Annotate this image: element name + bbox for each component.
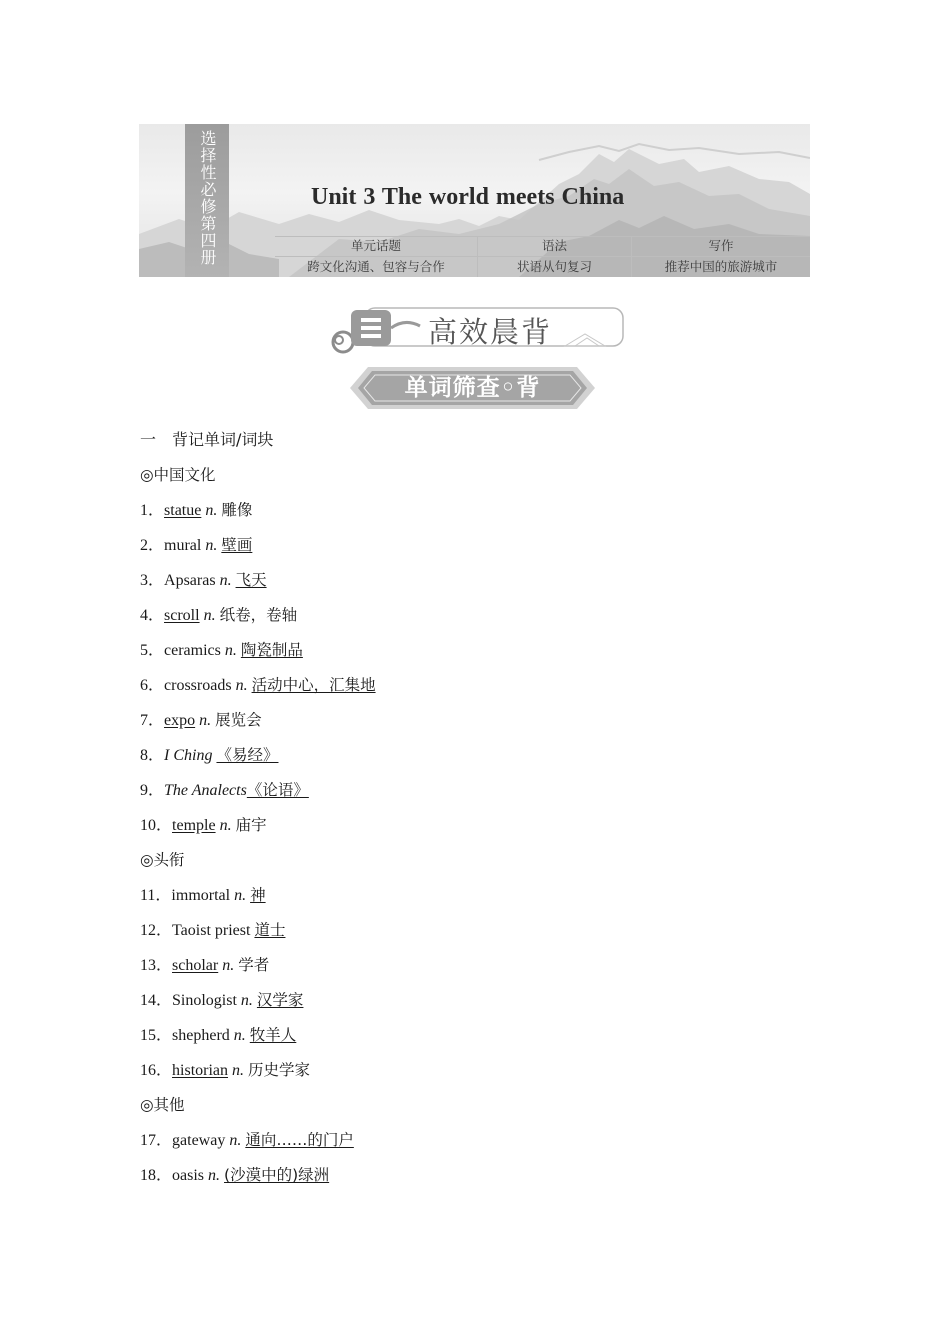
list-item: 14．Sinologist n. 汉学家: [140, 991, 304, 1009]
grammar-value: 状语从句复习: [516, 259, 592, 274]
list-item: 7．expo n. 展览会: [140, 711, 262, 729]
list-item: 1．statue n. 雕像: [140, 501, 253, 519]
list-item: 13．scholar n. 学者: [140, 956, 270, 974]
topic-header: 单元话题: [275, 236, 477, 257]
unit-banner: [139, 124, 810, 277]
list-item: 2．mural n. 壁画: [140, 536, 253, 554]
group-title: ◎中国文化: [140, 466, 216, 484]
list-item: 6．crossroads n. 活动中心，汇集地: [140, 676, 376, 694]
writing-value: 推荐中国的旅游城市: [664, 259, 778, 274]
group-title: ◎其他: [140, 1096, 185, 1114]
grammar-header: 语法: [478, 236, 631, 257]
heading-sub: [350, 365, 595, 411]
heading-main: [325, 304, 625, 356]
list-item: 3．Apsaras n. 飞天: [140, 571, 267, 589]
group-title: ◎头衔: [140, 851, 185, 869]
list-item: 4．scroll n. 纸卷，卷轴: [140, 606, 298, 624]
topic-column: [275, 236, 477, 277]
section-title: 一 背记单词/词块: [140, 430, 274, 449]
list-item: 17．gateway n. 通向……的门户: [140, 1131, 354, 1149]
grammar-column: [478, 236, 631, 277]
volume-label: 选择性必修第四册: [198, 130, 217, 266]
writing-header: 写作: [632, 236, 810, 257]
list-item: 8．I Ching 《易经》: [140, 746, 279, 764]
topic-value: 跨文化沟通、包容与合作: [307, 259, 445, 274]
heading-sub-text: 单词筛查◦背: [404, 375, 541, 401]
list-item: 12．Taoist priest 道士: [140, 921, 286, 939]
unit-overview-table: [275, 236, 810, 277]
unit-title: Unit 3 The world meets China: [311, 184, 625, 210]
list-item: 15．shepherd n. 牧羊人: [140, 1026, 297, 1044]
list-item: 16．historian n. 历史学家: [140, 1061, 311, 1079]
writing-column: [632, 236, 810, 277]
list-item: 10．temple n. 庙宇: [140, 816, 267, 834]
list-item: 9．The Analects《论语》: [140, 781, 309, 799]
list-item: 18．oasis n. (沙漠中的)绿洲: [140, 1166, 330, 1184]
list-item: 5．ceramics n. 陶瓷制品: [140, 641, 303, 659]
heading-main-text: 高效晨背: [428, 315, 553, 349]
list-item: 11．immortal n. 神: [140, 886, 266, 904]
